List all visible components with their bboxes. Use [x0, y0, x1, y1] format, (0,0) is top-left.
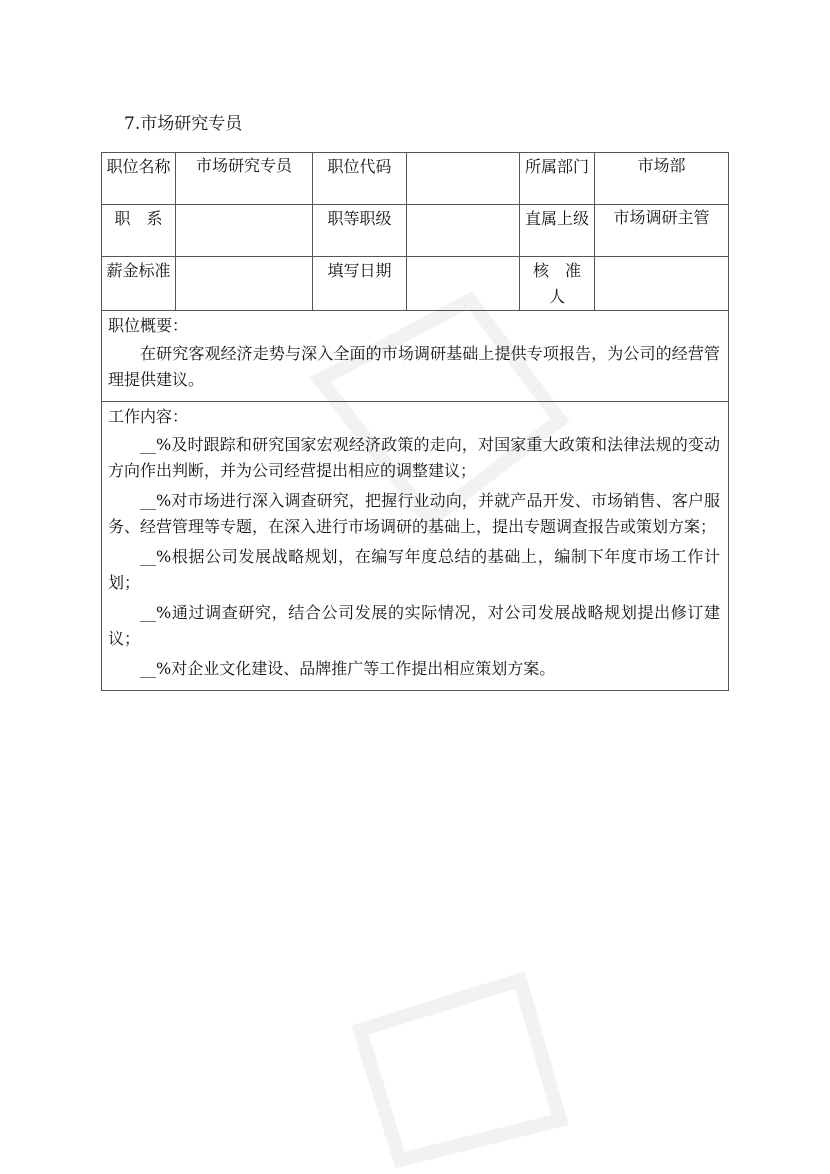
job-description-table: [101, 152, 729, 691]
section-title: 7.市场研究专员: [124, 114, 243, 134]
direct-supervisor-label: 直属上级: [520, 205, 595, 257]
work-item-text: 通过调查研究，结合公司发展的实际情况，对公司发展战略规划提出修订建议；: [108, 603, 720, 648]
job-family-label: 职 系: [102, 205, 176, 257]
work-item: [108, 488, 720, 540]
overview-text: 在研究客观经济走势与深入全面的市场调研基础上提供专项报告，为公司的经营管理提供建议。: [108, 344, 720, 389]
department-value: 市场部: [595, 153, 729, 205]
work-item-percent: __%: [140, 547, 172, 566]
position-name-value: 市场研究专员: [176, 153, 313, 205]
work-item: [108, 432, 720, 484]
department-label: 所属部门: [520, 153, 595, 205]
work-item-text: 对市场进行深入调查研究，把握行业动向，并就产品开发、市场销售、客户服务、经营管理等专题，在深入进行市场调研的基础上，提出专题调查报告或策划方案；: [108, 491, 720, 536]
salary-standard-label: 薪金标准: [102, 257, 176, 311]
work-item: [108, 600, 720, 652]
position-name-label: 职位名称: [102, 153, 176, 205]
job-family-value: [176, 205, 313, 257]
table-row: [102, 205, 729, 257]
work-item-text: 根据公司发展战略规划，在编写年度总结的基础上，编制下年度市场工作计划；: [108, 547, 720, 592]
approver-value: [595, 257, 729, 311]
work-item: [108, 656, 720, 682]
salary-standard-value: [176, 257, 313, 311]
overview-section: [102, 311, 729, 402]
work-content-heading: 工作内容：: [108, 407, 189, 426]
overview-row: [102, 311, 729, 402]
job-grade-value: [407, 205, 520, 257]
fill-date-value: [407, 257, 520, 311]
work-item-percent: __%: [140, 491, 172, 510]
direct-supervisor-value: 市场调研主管: [595, 205, 729, 257]
work-item-percent: __%: [140, 603, 172, 622]
work-content-section: [102, 402, 729, 691]
overview-heading: 职位概要：: [108, 316, 189, 335]
work-item-percent: __%: [140, 435, 172, 454]
table-row: [102, 257, 729, 311]
work-item-text: 对企业文化建设、品牌推广等工作提出相应策划方案。: [171, 659, 556, 678]
position-code-label: 职位代码: [313, 153, 407, 205]
work-content-row: [102, 402, 729, 691]
fill-date-label: 填写日期: [313, 257, 407, 311]
table-row: [102, 153, 729, 205]
approver-label: 核 准 人: [520, 257, 595, 311]
job-grade-label: 职等职级: [313, 205, 407, 257]
work-item-text: 及时跟踪和研究国家宏观经济政策的走向，对国家重大政策和法律法规的变动方向作出判断，并为公司经营提出相应的调整建议；: [108, 435, 720, 480]
work-item: [108, 544, 720, 596]
work-item-percent: __%: [140, 659, 172, 678]
position-code-value: [407, 153, 520, 205]
